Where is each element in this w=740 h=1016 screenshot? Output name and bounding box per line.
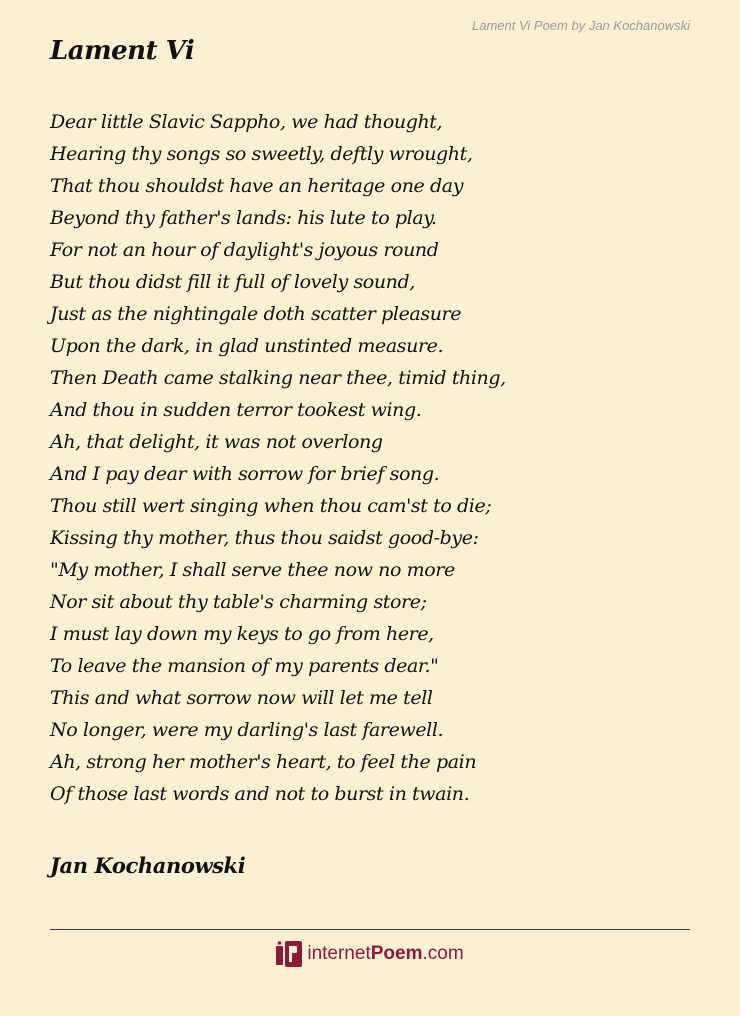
poem-line: Of those last words and not to burst in twain.: [50, 783, 470, 805]
brand-name[interactable]: [307, 943, 463, 965]
poem-line: Just as the nightingale doth scatter pleasure: [50, 303, 462, 325]
poem-line: No longer, were my darling's last farewell.: [50, 719, 444, 741]
footer-brand-link[interactable]: [0, 941, 740, 967]
poem-line: This and what sorrow now will let me tell: [50, 687, 433, 709]
poem-line: Dear little Slavic Sappho, we had thought,: [50, 111, 443, 133]
header-credit: Lament Vi Poem by Jan Kochanowski: [472, 18, 690, 33]
poem-line: That thou shouldst have an heritage one day: [50, 175, 464, 197]
poem-line: Nor sit about thy table's charming store;: [50, 591, 427, 613]
poem-line: Then Death came stalking near thee, timid thing,: [50, 367, 506, 389]
brand-prefix: internet: [307, 943, 371, 964]
poem-line: Thou still wert singing when thou cam'st to die;: [50, 495, 492, 517]
poem-title: Lament Vi: [50, 36, 195, 66]
poem-line: Ah, that delight, it was not overlong: [50, 431, 383, 453]
poem-body: [50, 106, 690, 810]
poem-author: Jan Kochanowski: [50, 853, 246, 878]
brand-strong: Poem: [370, 943, 423, 964]
poem-line: Ah, strong her mother's heart, to feel the pain: [50, 751, 477, 773]
poem-line: I must lay down my keys to go from here,: [50, 623, 434, 645]
brand-suffix: .com: [422, 943, 464, 964]
poem-line: Beyond thy father's lands: his lute to play.: [50, 207, 437, 229]
footer-divider: [50, 929, 690, 930]
poem-line: But thou didst fill it full of lovely sound,: [50, 271, 415, 293]
poem-line: Kissing thy mother, thus thou saidst good-bye:: [50, 527, 479, 549]
poem-line: For not an hour of daylight's joyous round: [50, 239, 439, 261]
poem-line: Hearing thy songs so sweetly, deftly wrought,: [50, 143, 473, 165]
poem-line: Upon the dark, in glad unstinted measure.: [50, 335, 444, 357]
poem-line: To leave the mansion of my parents dear.": [50, 655, 439, 677]
internetpoem-logo-icon: [276, 941, 302, 967]
poem-line: And I pay dear with sorrow for brief song.: [50, 463, 440, 485]
poem-line: "My mother, I shall serve thee now no more: [50, 559, 455, 581]
poem-line: And thou in sudden terror tookest wing.: [50, 399, 422, 421]
